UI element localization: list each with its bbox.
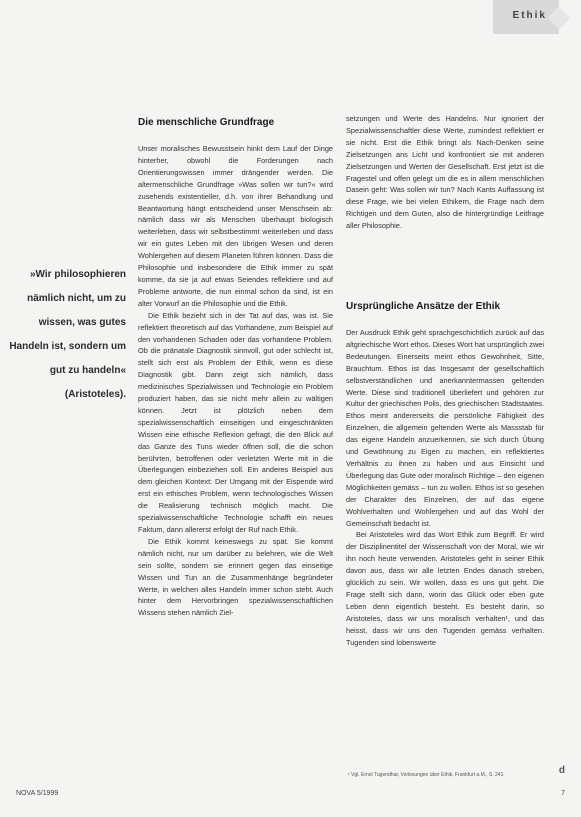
paragraph: Unser moralisches Bewusstsein hinkt dem Lauf der Dinge hinterher, obwohl die Forderungen nach Orientierungswissen immer drängender werden. Die altermenschliche Grundfrage »Was sollen wir tun?« wird zusehends existentieller, d.h. von ihrer Behandlung und Beantwortung hängt entscheidend unser Menschsein ab: nämlich dass wir als Menschen überhaupt biologisch weiterleben, dass wir selbstbestimmt weiterleben und dass wir ein gutes Leben mit den übrigen Wesen und deren Wohlergehen auf diesem Planeten führen können. Dass die Philosophie und insbesondere die Ethik immer zu spät komme, da sie ja auf etwas Seiendes reflektiere und auf Probleme antworte, die nun einmal schon da sind, ist ein alter Vorwurf an die Philosophie und die Ethik. xyxy=(138,144,333,308)
section-label: Ethik xyxy=(512,10,547,21)
paragraph: Die Ethik bezieht sich in der Tat auf das, was ist. Sie reflektiert theoretisch auf das Vorhandene, zum Beispiel auf den vorhandenen Schaden oder das vorhandene Problem. Ob die pränatale Diagnostik sinnvoll, gut oder schlecht ist, stellt sich erst als Problem der Ethik, wenn es diese Diagnostik gibt. Dann zeigt sich nämlich, dass medizinisches Spezialwissen und Technologie ein Problem produziert haben, das sie nicht mehr allein zu wältigen können. Jetzt ist plötzlich neben dem spezialwissenschaftlich einseitigen und eingeschränkten Wissen eine ethische Reflexion gefragt, die den Blick auf das Ganze des Tuns wieder öffnen soll, die die schon berührten, betroffenen oder verletzten Werte mit in die Überlegungen einbeziehen soll. Ein anderes Beispiel aus dem gleichen Kontext: Der Umgang mit der Eispende wird erst ein ethisches Problem, wenn technologisches Wissen die Realisierung technisch möglich macht. Die spezialwissenschaftliche Technologie schafft ein neues Faktum, dann allererst erfolgt der Ruf nach Ethik. xyxy=(138,310,333,534)
text-column-right-bottom xyxy=(346,327,544,648)
paragraph: setzungen und Werte des Handelns. Nur ignoriert der Spezialwissenschaftler diese Werte, zumindest reflektiert er sie nicht. Erst die Ethik bringt als Nach-Denken seine Zielsetzungen ans Licht und konfrontiert sie mit anderen Zielsetzungen und Werten der Gesellschaft. Erst jetzt ist die Fragestel und offen gelegt um die es in allem menschlichen Dasein geht: Was sollen wir tun? Nach Kants Auffassung ist diese Frage, wie bei vielen Ethikern, die Frage nach dem Richtigen und dem Guten, also die hintergründige Leitfrage aller Philosophie. xyxy=(346,114,544,231)
text-column-right-top xyxy=(346,113,544,232)
footnote: ¹ Vgl. Ernst Tugendhat, Vorlesungen über Ethik, Frankfurt a.M., S. 241 xyxy=(348,772,504,778)
footer-publication: NOVA 5/1999 xyxy=(16,790,59,797)
paragraph: Bei Aristoteles wird das Wort Ethik zum Begriff. Er wird der Disziplinentitel der Wissenschaft von der Moral, wie wir ihn noch heute verwenden. Aristoteles geht in seiner Ethik davon aus, dass wir alle letzten Endes danach streben, glücklich zu sein. Wir wollen, dass es uns gut geht. Die Frage stellt sich dann, worin das Glück oder eben gute Leben denn eigentlich besteht. Es besteht darin, so Aristoteles, dass wir uns moralisch verhalten¹, und das heisst, dass wir uns den Tugenden gemäss verhalten. Tugenden sind lobenswerte xyxy=(346,530,544,647)
page-number: 7 xyxy=(561,790,565,797)
pull-quote: »Wir philosophieren nämlich nicht, um zu wissen, was gutes Handeln ist, sondern um gut zu handeln« (Aristoteles). xyxy=(9,269,126,400)
diamond-decoration xyxy=(548,7,571,30)
text-column-left xyxy=(138,143,333,619)
heading-menschliche-grundfrage: Die menschliche Grundfrage xyxy=(138,117,275,128)
heading-urspruengliche-ansaetze: Ursprüngliche Ansätze der Ethik xyxy=(346,301,501,312)
paragraph: Die Ethik kommt keineswegs zu spät. Sie kommt nämlich nicht, nur um darüber zu belehren, wie die Welt sein sollte, sondern sie erinnert gegen das einseitige Wissen und Tun an die Zusammenhänge begründeter Werte, in welchen alles Handeln immer schon steht. Auch hinter dem Hervorbringen spezialwissenschaftlichen Wissens stehen nämlich Ziel- xyxy=(138,536,333,618)
end-mark: d xyxy=(558,765,565,776)
paragraph: Der Ausdruck Ethik geht sprachgeschichtlich zurück auf das altgriechische Wort ethos. Dieses Wort hat ursprünglich zwei Bedeutungen. Einerseits meint ethos Gewohnheit, Sitte, Brauchtum. Ethos ist das Insgesamt der gesellschaftlich selbstverständlichen und anerkanntermassen geltenden Werte. Diese sind traditionell überliefert und gehören zur Kultur der griechischen Polis, des griechischen Stadtstaates. Ethos meint andererseits die persönliche Fähigkeit des Einzelnen, die allgemein geltenden Werte als Massstab für das eigene Handeln anzuerkennen, sie sich durch Übung und Gewöhnung zu Eigen zu machen, ein reflektiertes Verhältnis zu ihnen zu haben und aus Einsicht und Überlegung das Gute oder moralisch Richtige – den eigenen Möglichkeiten gemäss – tun zu wollen. Ethos ist so gesehen der Charakter des Einzelnen, der auf das eigene Wohlverhalten und Wohlergehen und auf das Wohl der Gemeinschaft bedacht ist. xyxy=(346,328,544,528)
section-tab xyxy=(493,0,559,34)
